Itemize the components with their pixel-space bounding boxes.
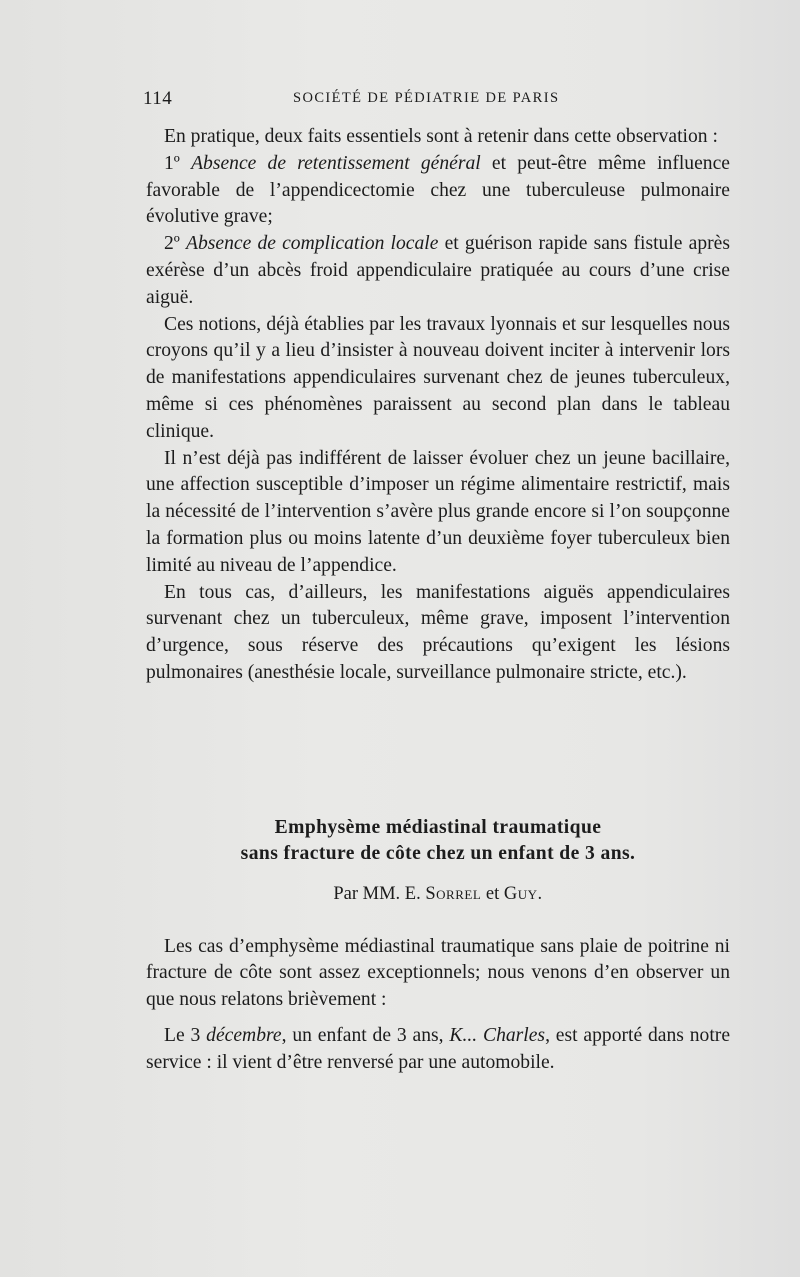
article-text: [146, 934, 730, 1076]
page-header: [143, 88, 733, 112]
case-text-b: , un enfant de 3 ans,: [281, 1025, 450, 1047]
paragraph-conclusion: En tous cas, d’ailleurs, les manifestations aiguës appendiculaires survenant chez un tuberculeux, même grave, imposent l’intervention d’urgence, sous réserve des précautions qu’exigent les lésions pulmonaires (anesthésie locale, surveillance pulmonaire stricte, etc.).: [146, 581, 730, 683]
author-sorrel: Sorrel: [425, 884, 482, 904]
section-title-line-1: Emphysème médiastinal traumatique: [274, 817, 602, 838]
point-1-number: 1º: [164, 152, 192, 174]
paragraph-notions: Ces notions, déjà établies par les travaux lyonnais et sur lesquelles nous croyons qu’il y a lieu d’insister à nouveau doivent inciter à intervenir lors de manifestations appendiculaires survenant chez de jeunes tuberculeux, même si ces phénomènes paraissent au second plan dans le tableau clinique.: [146, 313, 730, 442]
paragraph-article-intro: Les cas d’emphysème médiastinal traumatique sans plaie de poitrine ni fracture de côte sont assez exceptionnels; nous venons d’en observer un que nous relatons brièvement :: [146, 936, 730, 1010]
point-2-text: et guérison rapide sans fistule après exérèse d’un abcès froid appendiculaire pratiquée au cours d’une crise aiguë.: [146, 233, 730, 308]
point-2-number: 2º: [164, 233, 187, 255]
body-text: [146, 124, 730, 687]
paragraph-case: [146, 1023, 730, 1076]
paragraph-bacillaire: Il n’est déjà pas indifférent de laisser évoluer chez un jeune bacillaire, une affection susceptible d’imposer un régime alimentaire restrictif, mais la nécessité de l’intervention s’avère plus grande encore si l’on soupçonne la formation plus ou moins latente d’un deuxième foyer tuberculeux bien limité au niveau de l’appendice.: [146, 447, 730, 576]
page-number: 114: [143, 88, 173, 109]
paragraph-point-1: [146, 151, 730, 231]
paragraph-intro: En pratique, deux faits essentiels sont à retenir dans cette observation :: [164, 126, 718, 147]
point-1-text: et peut-être même influence favorable de l’appendicectomie chez une tuberculeuse pulmonaire évolutive grave;: [146, 152, 730, 228]
case-patient-name: K... Charles: [449, 1025, 546, 1047]
case-date: décembre: [206, 1025, 282, 1047]
running-title: SOCIÉTÉ DE PÉDIATRIE DE PARIS: [293, 90, 560, 106]
authors-conjunction: et: [481, 884, 504, 904]
section-title-line-2: sans fracture de côte chez un enfant de 3 ans.: [240, 843, 636, 864]
point-2-emphasis: Absence de complication locale: [186, 233, 439, 255]
authors-line: [146, 884, 730, 905]
case-text-c: , est apporté dans notre service : il vient d’être renversé par une automobile.: [146, 1025, 731, 1073]
authors-prefix: Par MM. E.: [333, 884, 426, 904]
point-1-emphasis: Absence de retentissement général: [191, 152, 481, 174]
section-title: [146, 815, 730, 867]
paragraph-point-2: [146, 231, 730, 311]
case-text-a: Le 3: [164, 1025, 207, 1047]
author-guy: Guy.: [503, 884, 543, 904]
